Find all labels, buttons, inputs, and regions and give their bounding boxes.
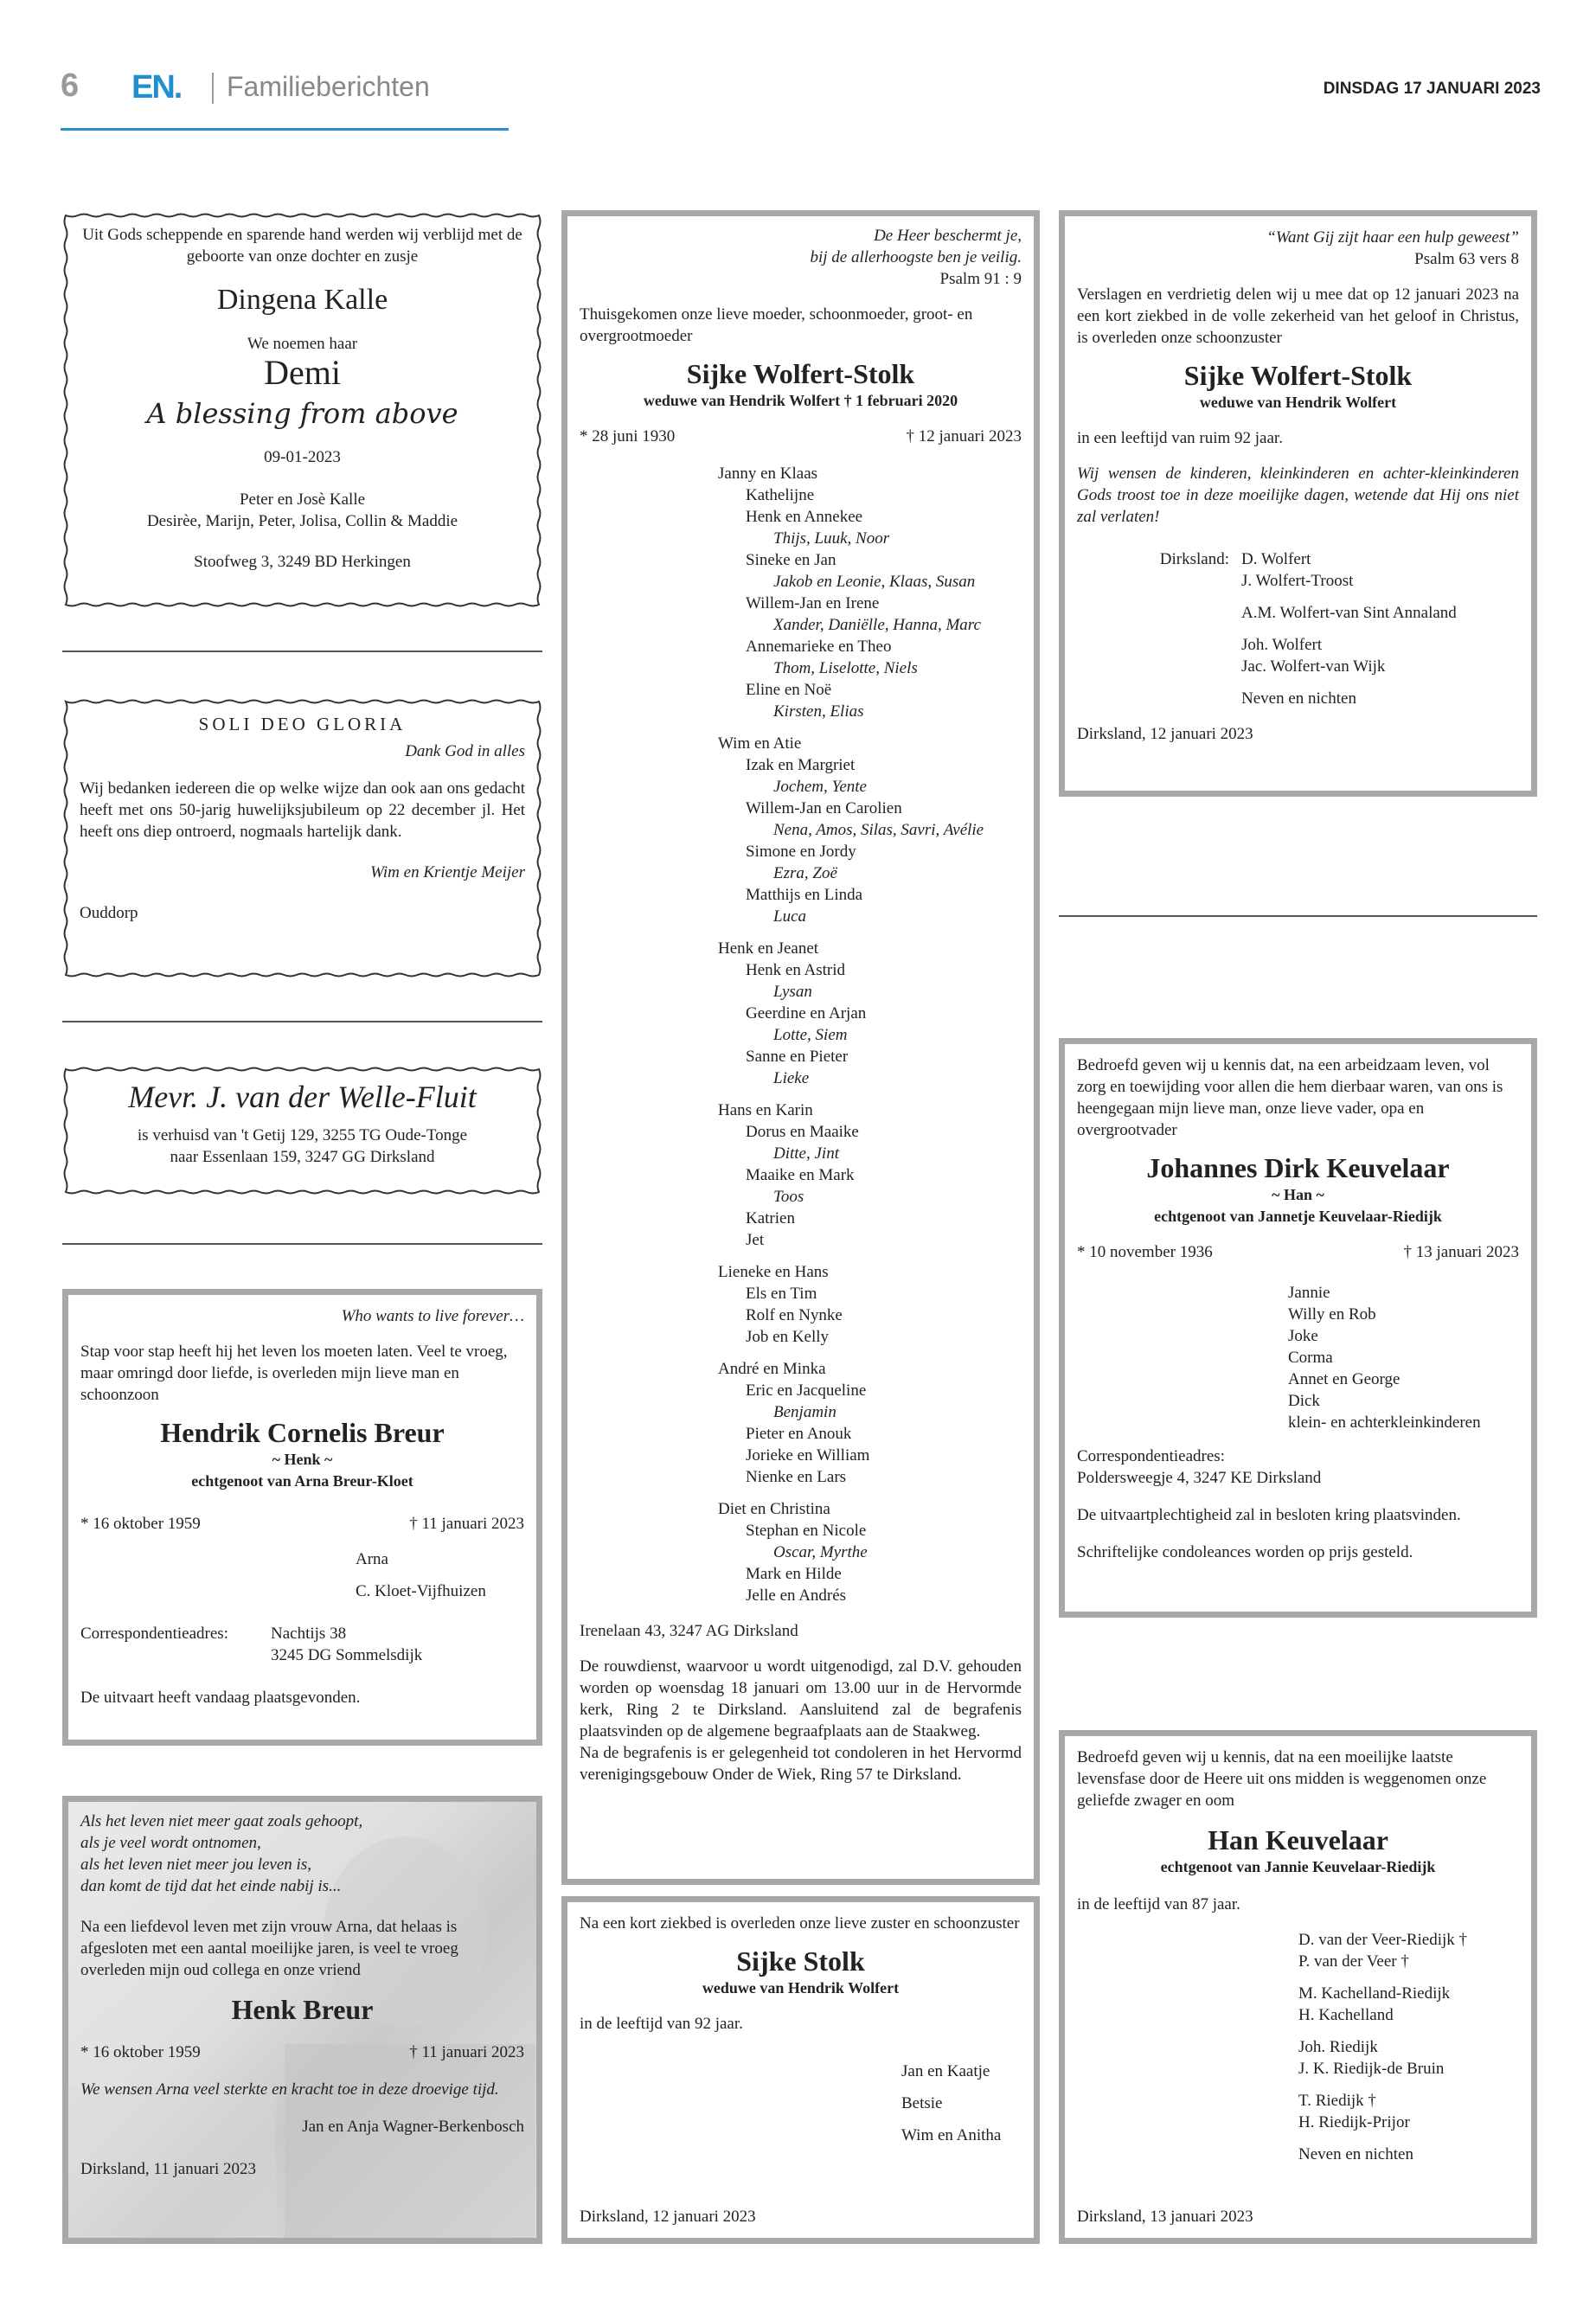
wolfert2-wish: Wij wensen de kinderen, kleinkinderen en achter-kleinkinderen Gods troost toe in deze moeilijke dagen, wetende dat Hij ons niet zal verlaten! xyxy=(1077,465,1519,526)
jubilee-place: Ouddorp xyxy=(80,904,138,922)
verse-ref: Psalm 91 : 9 xyxy=(939,270,1022,288)
moved-line2: naar Essenlaan 159, 3247 GG Dirksland xyxy=(170,1148,435,1166)
breur2-place: Dirksland, 11 januari 2023 xyxy=(80,2160,256,2178)
family-grandchildren: Ezra, Zoë xyxy=(773,864,837,882)
family-child: Jorieke en William xyxy=(746,1446,870,1465)
family-group xyxy=(718,1358,1022,1488)
wolfert2-place: Dirksland, 12 januari 2023 xyxy=(1077,725,1253,743)
family-child: Sineke en Jan xyxy=(746,551,836,569)
breur2-born: * 16 oktober 1959 xyxy=(80,2043,201,2061)
family-grandchildren: Lotte, Siem xyxy=(773,1026,848,1044)
obituary-hendrik-breur xyxy=(62,1289,542,1746)
keuv1-family: klein- en achterkleinkinderen xyxy=(1288,1413,1481,1432)
family-grandchildren: Kirsten, Elias xyxy=(773,702,864,721)
moved-line1: is verhuisd van 't Getij 129, 3255 TG Oude-Tonge xyxy=(137,1126,468,1144)
breur2-name: Henk Breur xyxy=(231,1994,374,2025)
family-child: Nienke en Lars xyxy=(746,1468,847,1486)
family-grandchildren: Luca xyxy=(773,907,806,926)
obituary-henk-breur xyxy=(62,1796,542,2244)
family-grandchildren: Nena, Amos, Silas, Savri, Avélie xyxy=(773,821,984,839)
family-group xyxy=(718,938,1022,1089)
column-divider xyxy=(1059,915,1537,917)
keuv2-family: Joh. Riedijk xyxy=(1298,2038,1378,2056)
newspaper-logo: EN. xyxy=(131,69,182,106)
breur1-name: Hendrik Cornelis Breur xyxy=(160,1417,445,1448)
family-grandchildren: Jochem, Yente xyxy=(773,778,867,796)
obituary-johannes-keuvelaar xyxy=(1059,1038,1537,1618)
family-child: Jelle en Andrés xyxy=(746,1586,847,1605)
obituary-han-keuvelaar xyxy=(1059,1730,1537,2244)
birth-intro: Uit Gods scheppende en sparende hand werden wij verblijd met de geboorte van onze dochter en zusje xyxy=(82,226,522,266)
keuv1-corr: Poldersweegje 4, 3247 KE Dirksland xyxy=(1077,1469,1322,1487)
family-head: Diet en Christina xyxy=(718,1500,830,1518)
keuv1-died: † 13 januari 2023 xyxy=(1403,1243,1519,1261)
family-grandchildren: Toos xyxy=(773,1188,804,1206)
family-child: Simone en Jordy xyxy=(746,843,856,861)
family-grandchildren: Jakob en Leonie, Klaas, Susan xyxy=(773,573,976,591)
keuv2-family: D. van der Veer-Riedijk † xyxy=(1298,1931,1468,1949)
breur1-intro: Stap voor stap heeft hij het leven los moeten laten. Veel te vroeg, maar omringd door liefde, is overleden mijn lieve man en schoonzoon xyxy=(80,1343,508,1404)
family-child: Mark en Hilde xyxy=(746,1565,842,1583)
breur1-note: De uitvaart heeft vandaag plaatsgevonden. xyxy=(80,1689,361,1707)
family-child: Els en Tim xyxy=(746,1285,817,1303)
obituary-sijke-wolfert-family xyxy=(561,210,1040,1885)
breur1-spouse: echtgenoot van Arna Breur-Kloet xyxy=(191,1472,413,1490)
wolfert2-family: Jac. Wolfert-van Wijk xyxy=(1241,657,1386,676)
family-child: Henk en Annekee xyxy=(746,508,863,526)
wolfert2-family: Neven en nichten xyxy=(1241,689,1356,708)
breur1-quote: Who wants to live forever… xyxy=(341,1307,524,1325)
jubilee-announcement xyxy=(62,698,542,978)
breur1-family1: Arna xyxy=(356,1550,388,1568)
wolfert2-family: D. Wolfert xyxy=(1241,550,1311,568)
call-name: Demi xyxy=(264,353,341,392)
wolfert2-age: in een leeftijd van ruim 92 jaar. xyxy=(1077,429,1283,447)
keuv1-family: Willy en Rob xyxy=(1288,1305,1376,1324)
family-child: Pieter en Anouk xyxy=(746,1425,852,1443)
family-child: Rolf en Nynke xyxy=(746,1306,843,1324)
obituary-sijke-stolk xyxy=(561,1896,1040,2244)
breur1-nick: ~ Henk ~ xyxy=(272,1451,333,1468)
jubilee-motto: Dank God in alles xyxy=(405,742,525,760)
keuv1-note2: Schriftelijke condoleances worden op prijs gesteld. xyxy=(1077,1543,1413,1561)
wolfert2-place-label: Dirksland: xyxy=(1159,550,1229,568)
verse-line: “Want Gij zijt haar een hulp geweest” xyxy=(1266,228,1519,247)
poem-line: dan komt de tijd dat het einde nabij is... xyxy=(80,1877,342,1895)
family-grandchildren: Lysan xyxy=(773,983,812,1001)
column-divider xyxy=(62,1021,542,1022)
family-grandchildren: Ditte, Jint xyxy=(773,1144,839,1163)
family-child: Jet xyxy=(746,1231,765,1249)
family-child: Sanne en Pieter xyxy=(746,1048,849,1066)
breur1-born: * 16 oktober 1959 xyxy=(80,1515,201,1533)
birth-date: 09-01-2023 xyxy=(264,448,341,466)
keuv1-born: * 10 november 1936 xyxy=(1077,1243,1213,1261)
poem-line: Als het leven niet meer gaat zoals gehoopt, xyxy=(80,1812,363,1830)
moved-name: Mevr. J. van der Welle-Fluit xyxy=(128,1080,477,1114)
family-child: Izak en Margriet xyxy=(746,756,856,774)
jubilee-heading: SOLI DEO GLORIA xyxy=(198,714,407,734)
keuv2-family: Neven en nichten xyxy=(1298,2145,1413,2163)
jubilee-signature: Wim en Krientje Meijer xyxy=(370,863,525,881)
parents: Peter en Josè Kalle xyxy=(239,490,366,509)
breur1-died: † 11 januari 2023 xyxy=(409,1515,524,1533)
wolfert2-family: A.M. Wolfert-van Sint Annaland xyxy=(1241,604,1457,622)
wolfert2-family: Joh. Wolfert xyxy=(1241,636,1323,654)
wolfert1-died: † 12 januari 2023 xyxy=(906,427,1022,445)
family-head: Janny en Klaas xyxy=(718,465,818,483)
family-child: Job en Kelly xyxy=(746,1328,830,1346)
keuv1-family: Annet en George xyxy=(1288,1370,1401,1388)
family-child: Matthijs en Linda xyxy=(746,886,863,904)
stolk-family: Wim en Anitha xyxy=(901,2126,1002,2144)
breur1-corr1: Nachtijs 38 xyxy=(271,1625,347,1643)
wolfert1-address: Irenelaan 43, 3247 AG Dirksland xyxy=(580,1622,798,1640)
keuv1-family: Dick xyxy=(1288,1392,1320,1410)
keuv1-family: Corma xyxy=(1288,1349,1333,1367)
keuv1-intro: Bedroefd geven wij u kennis dat, na een arbeidzaam leven, vol zorg en toewijding voor allen die hem dierbaar waren, van ons is heengegaan mijn lieve man, onze lieve vader, opa en overgrootvader xyxy=(1077,1056,1503,1139)
keuv2-family: P. van der Veer † xyxy=(1298,1952,1409,1971)
keuv2-place: Dirksland, 13 januari 2023 xyxy=(1077,2208,1253,2226)
family-grandchildren: Benjamin xyxy=(773,1403,836,1421)
family-grandchildren: Thijs, Luuk, Noor xyxy=(773,529,890,548)
wolfert1-condolence: Na de begrafenis is er gelegenheid tot condoleren in het Hervormd verenigingsgebouw Onder de Wiek, Ring 57 te Dirksland. xyxy=(580,1744,1022,1784)
wolfert2-widow: weduwe van Hendrik Wolfert xyxy=(1199,394,1397,411)
keuv1-family: Joke xyxy=(1288,1327,1318,1345)
keuv1-spouse: echtgenoot van Jannetje Keuvelaar-Riedijk xyxy=(1154,1208,1442,1225)
section-title: Familieberichten xyxy=(227,71,430,102)
breur1-family2: C. Kloet-Vijfhuizen xyxy=(356,1582,486,1600)
keuv1-corr-label: Correspondentieadres: xyxy=(1077,1447,1225,1465)
wolfert1-intro: Thuisgekomen onze lieve moeder, schoonmoeder, groot- en overgrootmoeder xyxy=(580,305,973,345)
header-divider xyxy=(212,73,214,104)
family-child: Annemarieke en Theo xyxy=(746,638,892,656)
breur2-wish: We wensen Arna veel sterkte en kracht toe in deze droevige tijd. xyxy=(80,2080,499,2099)
keuv2-family: J. K. Riedijk-de Bruin xyxy=(1298,2060,1445,2078)
siblings: Desirèe, Marijn, Peter, Jolisa, Collin & Maddie xyxy=(146,512,458,530)
keuv2-name: Han Keuvelaar xyxy=(1208,1824,1388,1856)
wolfert2-family: J. Wolfert-Troost xyxy=(1241,572,1354,590)
stolk-family: Jan en Kaatje xyxy=(901,2062,990,2080)
keuv1-nick: ~ Han ~ xyxy=(1272,1186,1324,1203)
blessing-text: A blessing from above xyxy=(146,397,458,430)
family-head: André en Minka xyxy=(718,1360,826,1378)
family-group xyxy=(718,733,1022,927)
family-child: Eline en Noë xyxy=(746,681,832,699)
baby-name: Dingena Kalle xyxy=(216,284,388,316)
publication-date: DINSDAG 17 JANUARI 2023 xyxy=(1323,80,1541,98)
family-child: Maaike en Mark xyxy=(746,1166,855,1184)
family-grandchildren: Lieke xyxy=(773,1069,810,1087)
keuv2-family: H. Riedijk-Prijor xyxy=(1298,2113,1410,2131)
breur2-signature: Jan en Anja Wagner-Berkenbosch xyxy=(302,2118,524,2136)
keuv2-spouse: echtgenoot van Jannie Keuvelaar-Riedijk xyxy=(1160,1858,1436,1875)
family-head: Hans en Karin xyxy=(718,1101,813,1119)
family-group xyxy=(718,1498,1022,1606)
birth-announcement xyxy=(62,212,542,608)
family-grandchildren: Xander, Daniëlle, Hanna, Marc xyxy=(773,616,981,634)
family-head: Henk en Jeanet xyxy=(718,939,819,958)
family-group xyxy=(718,1261,1022,1348)
wolfert1-name: Sijke Wolfert-Stolk xyxy=(686,358,915,389)
keuv2-family: M. Kachelland-Riedijk xyxy=(1298,1984,1451,2003)
wolfert2-intro: Verslagen en verdrietig delen wij u mee dat op 12 januari 2023 na een kort ziekbed in de volle zekerheid van het geloof in Christus, is overleden onze schoonzuster xyxy=(1077,285,1519,347)
obituary-sijke-wolfert-inlaws xyxy=(1059,210,1537,797)
family-group xyxy=(718,1099,1022,1251)
family-child: Willem-Jan en Carolien xyxy=(746,799,902,817)
stolk-age: in de leeftijd van 92 jaar. xyxy=(580,2015,743,2033)
verse-ref: Psalm 63 vers 8 xyxy=(1414,250,1519,268)
keuv2-age: in de leeftijd van 87 jaar. xyxy=(1077,1895,1240,1913)
family-list xyxy=(580,463,1022,1606)
page-number: 6 xyxy=(61,67,80,104)
poem-line: als je veel wordt ontnomen, xyxy=(80,1834,261,1852)
family-child: Kathelijne xyxy=(746,486,815,504)
family-head: Wim en Atie xyxy=(718,734,802,753)
family-child: Stephan en Nicole xyxy=(746,1522,867,1540)
keuv2-intro: Bedroefd geven wij u kennis, dat na een moeilijke laatste levensfase door de Heere uit ons midden is weggenomen onze geliefde zwager en oom xyxy=(1077,1748,1487,1810)
stolk-intro: Na een kort ziekbed is overleden onze lieve zuster en schoonzuster xyxy=(580,1914,1020,1932)
keuv1-family: Jannie xyxy=(1288,1284,1330,1302)
family-grandchildren: Thom, Liselotte, Niels xyxy=(773,659,918,677)
wolfert1-service: De rouwdienst, waarvoor u wordt uitgenodigd, zal D.V. gehouden worden op woensdag 18 januari om 13.00 uur in de Hervormde kerk, Ring 2 te Dirksland. Aansluitend zal de begrafenis plaatsvinden op de algemene begraafplaats aan de Staakweg. xyxy=(580,1657,1022,1740)
family-head: Lieneke en Hans xyxy=(718,1263,829,1281)
family-child: Katrien xyxy=(746,1209,795,1227)
breur2-died: † 11 januari 2023 xyxy=(409,2043,524,2061)
keuv2-family: T. Riedijk † xyxy=(1298,2092,1376,2110)
breur1-corr-label: Correspondentieadres: xyxy=(80,1625,228,1643)
column-divider xyxy=(62,1243,542,1245)
header-underline xyxy=(61,128,509,131)
birth-address: Stoofweg 3, 3249 BD Herkingen xyxy=(194,553,411,571)
breur1-corr2: 3245 DG Sommelsdijk xyxy=(271,1646,423,1664)
jubilee-text: Wij bedanken iedereen die op welke wijze dan ook aan ons gedacht heeft met ons 50-jarig huwelijksjubileum op 22 december jl. Het heeft ons diep ontroerd, nogmaals hartelijk dank. xyxy=(80,779,525,841)
stolk-family: Betsie xyxy=(901,2094,943,2112)
stolk-name: Sijke Stolk xyxy=(736,1945,865,1977)
breur2-text: Na een liefdevol leven met zijn vrouw Arna, dat helaas is afgesloten met een aantal moeilijke jaren, is veel te vroeg overleden mijn oud collega en onze vriend xyxy=(80,1918,458,1979)
verse-line: De Heer beschermt je, xyxy=(874,227,1022,245)
keuv2-family: H. Kachelland xyxy=(1298,2006,1394,2024)
poem-line: als het leven niet meer jou leven is, xyxy=(80,1856,311,1874)
wolfert2-name: Sijke Wolfert-Stolk xyxy=(1183,360,1413,391)
verse-line: bij de allerhoogste ben je veilig. xyxy=(810,248,1022,266)
family-child: Henk en Astrid xyxy=(746,961,846,979)
wolfert1-born: * 28 juni 1930 xyxy=(580,427,676,445)
family-grandchildren: Oscar, Myrthe xyxy=(773,1543,868,1561)
family-child: Dorus en Maaike xyxy=(746,1123,859,1141)
call-label: We noemen haar xyxy=(247,335,358,353)
stolk-place: Dirksland, 12 januari 2023 xyxy=(580,2208,756,2226)
column-divider xyxy=(62,651,542,652)
moved-announcement xyxy=(62,1066,542,1195)
family-child: Geerdine en Arjan xyxy=(746,1004,867,1022)
keuv1-name: Johannes Dirk Keuvelaar xyxy=(1146,1152,1450,1183)
family-child: Eric en Jacqueline xyxy=(746,1381,867,1400)
family-group xyxy=(718,463,1022,722)
keuv1-note1: De uitvaartplechtigheid zal in besloten kring plaatsvinden. xyxy=(1077,1506,1461,1524)
family-child: Willem-Jan en Irene xyxy=(746,594,880,612)
wolfert1-widow: weduwe van Hendrik Wolfert † 1 februari 2020 xyxy=(643,392,958,409)
stolk-widow: weduwe van Hendrik Wolfert xyxy=(702,1979,900,1997)
